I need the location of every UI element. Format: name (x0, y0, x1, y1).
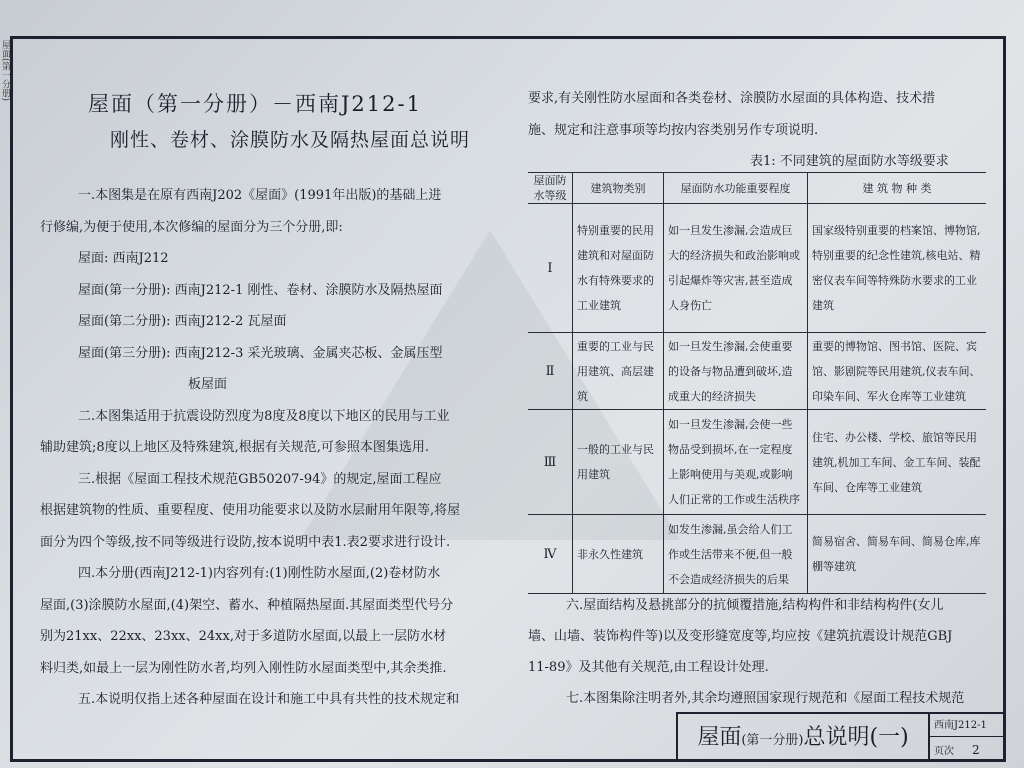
paragraph-line: 四.本分册(西南J212-1)内容列有:(1)刚性防水屋面,(2)卷材防水 (78, 566, 441, 581)
header-grade: 屋面防水等级 (528, 173, 573, 204)
cell-grade: Ⅳ (528, 515, 573, 594)
paragraph-line: 屋面,(3)涂膜防水屋面,(4)架空、蓄水、种植隔热屋面.其屋面类型代号分 (40, 597, 454, 613)
paragraph-line: 辅助建筑;8度以上地区及特殊建筑,根据有关规范,可参照本图集选用. (40, 440, 430, 455)
waterproof-grade-table (528, 172, 986, 594)
title-block (676, 712, 1006, 762)
atlas-number: 西南J212-1 (930, 714, 1006, 737)
right-column-text (528, 590, 988, 714)
paragraph-line: 六.屋面结构及悬挑部分的抗倾覆措施,结构构件和非结构构件(女儿 (566, 598, 944, 613)
binding-edge-text: 屋面(第一分册) (0, 40, 10, 102)
cell-types: 国家级特别重要的档案馆、博物馆,特别重要的纪念性建筑,核电站、精密仪表车间等特殊防水要求的工业建筑 (808, 204, 987, 333)
page-label: 页次 (934, 746, 954, 757)
cell-importance: 如一旦发生渗漏,会使一些物品受到损坏,在一定程度上影响使用与美观,或影响人们正常的工作或生活秩序 (664, 410, 808, 515)
cell-importance: 如一旦发生渗漏,会造成巨大的经济损失和政治影响或引起爆炸等灾害,甚至造成人身伤亡 (664, 204, 808, 333)
paragraph-line: 根据建筑物的性质、重要程度、使用功能要求以及防水层耐用年限等,将屋 (40, 503, 461, 518)
title-block-suffix: 总说明(一) (803, 725, 909, 750)
table-caption: 表1: 不同建筑的屋面防水等级要求 (750, 154, 949, 169)
title-block-main (678, 714, 930, 762)
paragraph-line: 一.本图集是在原有西南J202《屋面》(1991年出版)的基础上进 (78, 188, 442, 203)
left-column-text (40, 180, 505, 716)
cell-category: 特别重要的民用建筑和对屋面防水有特殊要求的工业建筑 (573, 204, 664, 333)
paragraph-line: 行修编,为便于使用,本次修编的屋面分为三个分册,即: (40, 219, 343, 235)
paragraph-line: 施、规定和注意事项等均按内容类别另作专项说明. (528, 123, 819, 138)
paragraph-line: 五.本说明仅指上述各种屋面在设计和施工中具有共性的技术规定和 (78, 692, 460, 707)
page-number-cell (930, 738, 1006, 762)
document-subtitle: 刚性、卷材、涂膜防水及隔热屋面总说明 (110, 129, 471, 151)
header-types: 建 筑 物 种 类 (808, 173, 987, 204)
paragraph-line: 屋面: 西南J212 (78, 251, 169, 266)
cell-grade: Ⅱ (528, 333, 573, 410)
cell-grade: Ⅲ (528, 410, 573, 515)
cell-types: 简易宿舍、简易车间、简易仓库,库棚等建筑 (808, 515, 987, 594)
paragraph-line: 料归类,如最上一层为刚性防水者,均列入刚性防水屋面类型中,其余类推. (40, 660, 447, 676)
paragraph-line: 面分为四个等级,按不同等级进行设防,按本说明中表1.表2要求进行设计. (40, 534, 451, 550)
paragraph-line: 屋面(第三分册): 西南J212-3 采光玻璃、金属夹芯板、金属压型 (78, 345, 443, 361)
right-column-intro (528, 83, 998, 147)
paragraph-line: 要求,有关刚性防水屋面和各类卷材、涂膜防水屋面的具体构造、技术措 (528, 91, 936, 106)
cell-types: 重要的博物馆、图书馆、医院、宾馆、影剧院等民用建筑,仪表车间、印染车间、军火仓库等工业建筑 (808, 333, 987, 410)
paragraph-line: 屋面(第一分册): 西南J212-1 刚性、卷材、涂膜防水及隔热屋面 (78, 282, 443, 298)
document-title: 屋面（第一分册）－西南J212-1 (88, 92, 422, 116)
cell-importance: 如发生渗漏,虽会给人们工作或生活带来不便,但一般不会造成经济损失的后果 (664, 515, 808, 594)
paragraph-line: 别为21xx、22xx、23xx、24xx,对于多道防水屋面,以最上一层防水材 (40, 629, 447, 644)
table-row (528, 333, 986, 410)
title-block-volume: (第一分册) (741, 733, 804, 748)
paragraph-line: 屋面(第二分册): 西南J212-2 瓦屋面 (78, 314, 287, 329)
paragraph-line: 二.本图集适用于抗震设防烈度为8度及8度以下地区的民用与工业 (78, 408, 450, 424)
cell-category: 一般的工业与民用建筑 (573, 410, 664, 515)
cell-importance: 如一旦发生渗漏,会使重要的设备与物品遭到破坏,造成重大的经济损失 (664, 333, 808, 410)
paragraph-line: 板屋面 (188, 377, 228, 392)
header-importance: 屋面防水功能重要程度 (664, 173, 808, 204)
paragraph-line: 七.本图集除注明者外,其余均遵照国家现行规范和《屋面工程技术规范 (566, 691, 965, 706)
table-header-row (528, 173, 986, 204)
page-number: 2 (972, 743, 980, 757)
paragraph-line: 三.根据《屋面工程技术规范GB50207-94》的规定,屋面工程应 (78, 471, 442, 487)
paragraph-line: 墙、山墙、装饰构件等)以及变形缝宽度等,均应按《建筑抗震设计规范GBJ (528, 629, 953, 644)
table-row (528, 410, 986, 515)
table-row (528, 204, 986, 333)
cell-category: 重要的工业与民用建筑、高层建筑 (573, 333, 664, 410)
cell-types: 住宅、办公楼、学校、旅馆等民用建筑,机加工车间、金工车间、装配车间、仓库等工业建筑 (808, 410, 987, 515)
table-row (528, 515, 986, 594)
paragraph-line: 11-89》及其他有关规范,由工程设计处理. (528, 660, 769, 675)
cell-grade: Ⅰ (528, 204, 573, 333)
cell-category: 非永久性建筑 (573, 515, 664, 594)
title-block-prefix: 屋面 (697, 725, 742, 750)
header-category: 建筑物类别 (573, 173, 664, 204)
